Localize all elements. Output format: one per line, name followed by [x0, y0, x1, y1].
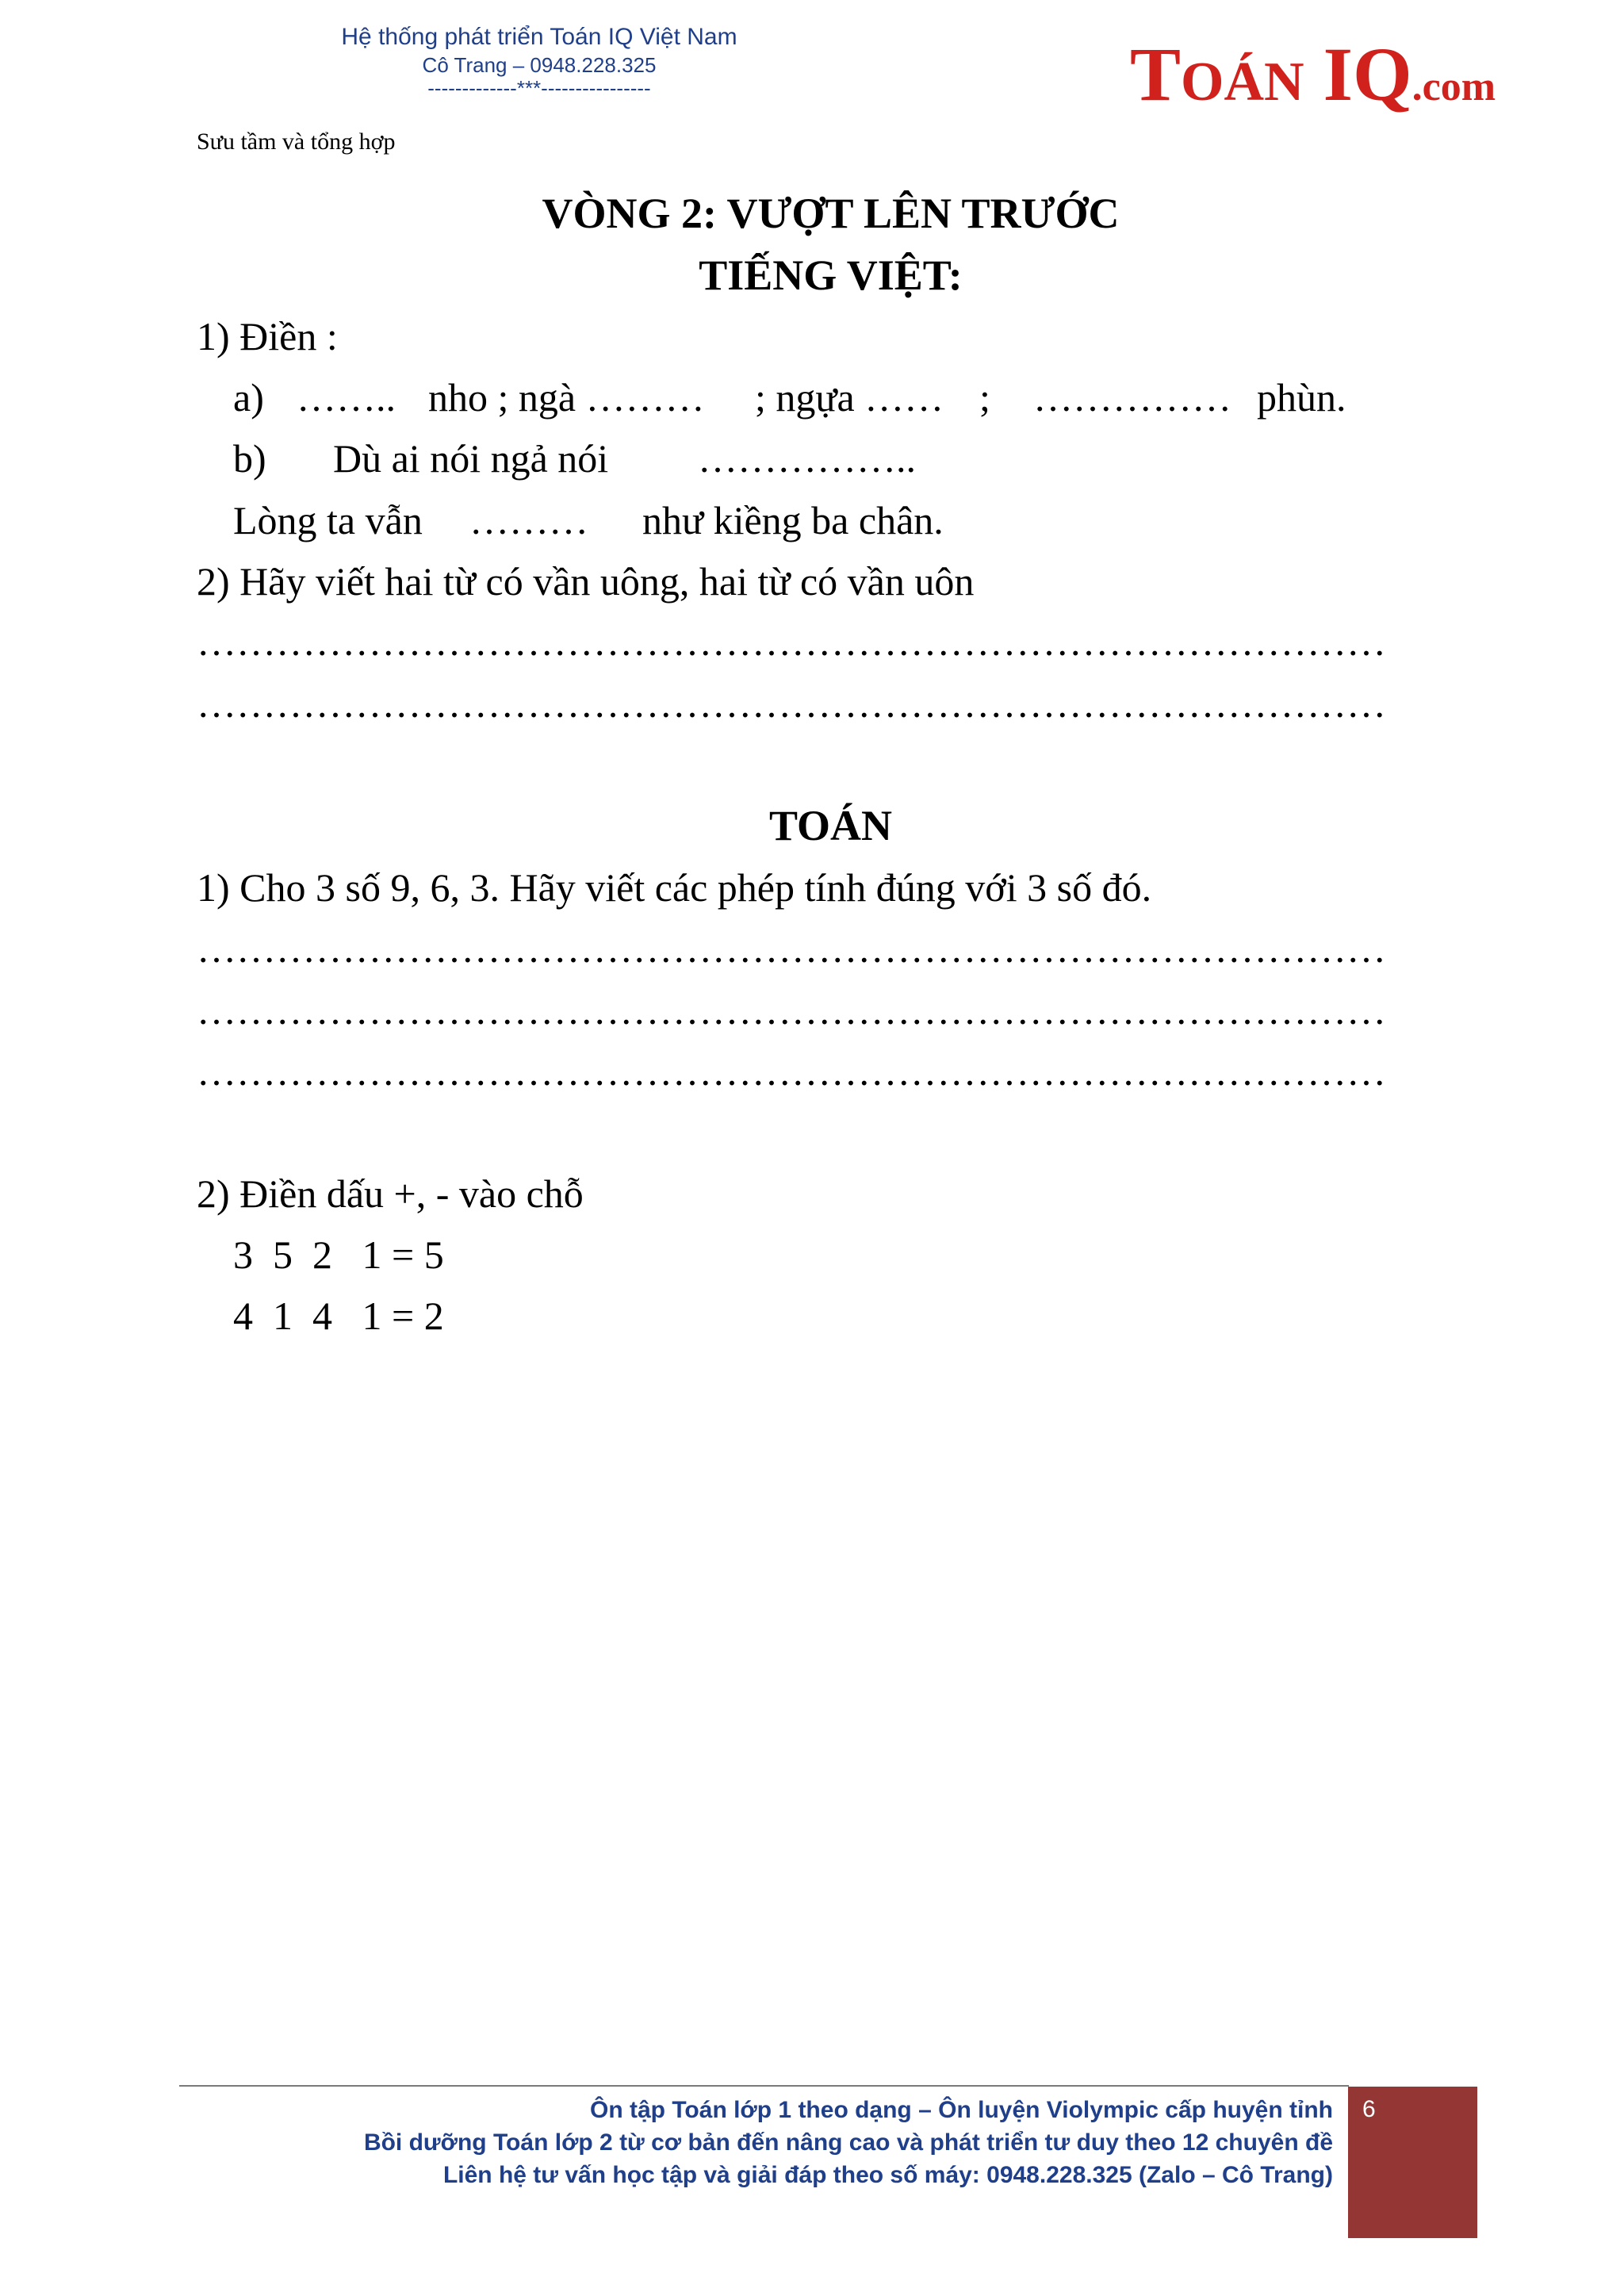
footer-divider	[179, 2085, 1349, 2087]
page-number-box	[1348, 2087, 1477, 2238]
footer-line-3: Liên hệ tư vấn học tập và giải đáp theo số máy: 0948.228.325 (Zalo – Cô Trang)	[442, 2162, 1333, 2188]
footer-line-2: Bồi dưỡng Toán lớp 2 từ cơ bản đến nâng cao và phát triển tư duy theo 12 chuyên đề	[363, 2129, 1333, 2156]
logo-com: .com	[1411, 64, 1496, 109]
math-equation-1: 3 5 2 1 = 5	[233, 1232, 444, 1277]
answer-line: ………………………………………………………………………………	[197, 926, 1386, 971]
toaniq-logo	[1130, 30, 1496, 118]
page-number: 6	[1362, 2096, 1376, 2122]
source-note: Sưu tầm và tổng hợp	[197, 128, 396, 155]
answer-line: ………………………………………………………………………………	[197, 619, 1386, 664]
viet-q1a-part-6: phùn.	[1257, 375, 1346, 420]
header-org: Hệ thống phát triển Toán IQ Việt Nam	[341, 24, 737, 50]
answer-line: ………………………………………………………………………………	[197, 681, 1386, 726]
logo-iq: IQ	[1304, 32, 1412, 117]
section-title-math: TOÁN	[768, 802, 893, 849]
math-question-2: 2) Điền dấu +, - vào chỗ	[197, 1171, 584, 1216]
viet-q1b-label: b)	[233, 436, 266, 481]
viet-q1a-blank-1: ……..	[297, 375, 396, 420]
viet-q1c-end: như kiềng ba chân.	[642, 498, 944, 542]
math-equation-2: 4 1 4 1 = 2	[233, 1294, 444, 1338]
section-title-vietnamese: TIẾNG VIỆT:	[699, 251, 963, 299]
viet-q1a-part-3: ; ngựa ……	[755, 375, 944, 420]
header-separator: -------------***----------------	[427, 76, 651, 100]
answer-line: ………………………………………………………………………………	[197, 988, 1386, 1033]
header-info	[262, 22, 817, 98]
viet-q1a-blank-2: ……………	[1033, 375, 1231, 420]
footer-info	[179, 2094, 1333, 2191]
math-question-1: 1) Cho 3 số 9, 6, 3. Hãy viết các phép tính đúng với 3 số đó.	[197, 865, 1152, 910]
viet-q1a-part-2: nho ; ngà ………	[428, 375, 705, 420]
viet-question-1: 1) Điền :	[197, 314, 338, 358]
round-title: VÒNG 2: VƯỢT LÊN TRƯỚC	[542, 190, 1120, 237]
header-contact: Cô Trang – 0948.228.325	[422, 53, 657, 77]
footer-line-1: Ôn tập Toán lớp 1 theo dạng – Ôn luyện Violympic cấp huyện tỉnh	[590, 2097, 1333, 2123]
viet-question-2: 2) Hãy viết hai từ có vần uông, hai từ có vần uôn	[197, 559, 975, 604]
logo-t: T	[1130, 32, 1182, 117]
answer-line: ………………………………………………………………………………	[197, 1049, 1386, 1094]
viet-q1b-blank: ……………..	[698, 436, 916, 481]
viet-q1c-text: Lòng ta vẫn	[233, 498, 423, 542]
viet-q1c-blank: ………	[469, 498, 588, 542]
viet-q1a-label: a)	[233, 375, 264, 420]
viet-q1b-text: Dù ai nói ngả nói	[333, 436, 609, 481]
logo-oan: OÁN	[1181, 52, 1304, 113]
viet-q1a-part-4: ;	[979, 375, 990, 420]
